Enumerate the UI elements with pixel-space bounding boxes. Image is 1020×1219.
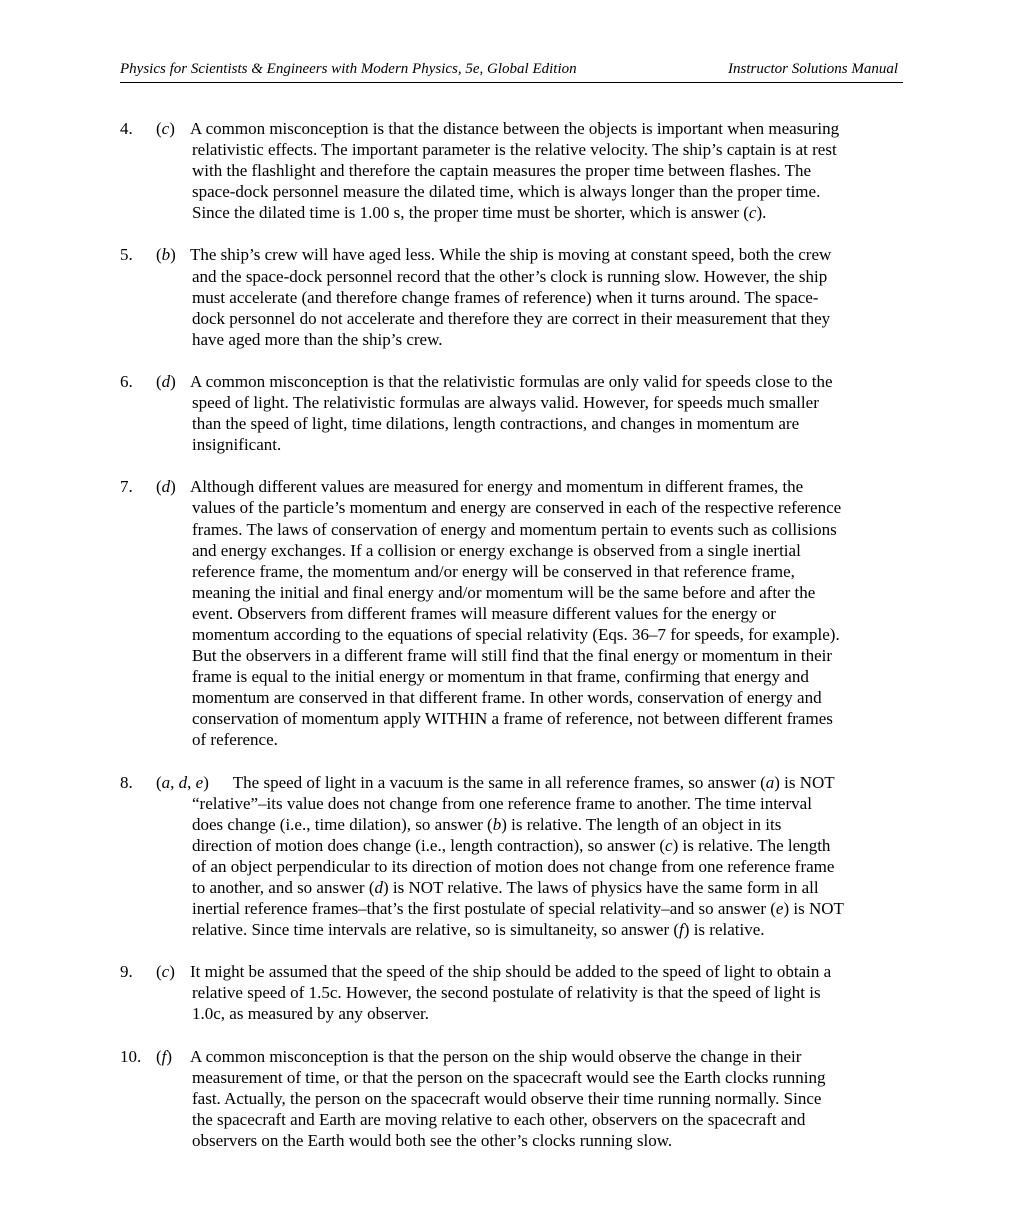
answer-choice: (c) [156, 119, 175, 138]
answer-text-line: A common misconception is that the relativistic formulas are only valid for speeds close to the [190, 371, 833, 391]
answer-text-line: A common misconception is that the person on the ship would observe the change in their [190, 1046, 802, 1066]
answer-number: 4. [120, 119, 133, 138]
answer-text-line: relative speed of 1.5c. However, the second postulate of relativity is that the speed of light is [192, 983, 821, 1003]
answer-text-line: reference frame, the momentum and/or energy will be conserved in that reference frame, [192, 561, 795, 581]
answer-text-line: 1.0c, as measured by any observer. [192, 1004, 429, 1024]
answer-choice: (d) [156, 371, 176, 391]
answer-text-line: have aged more than the ship’s crew. [192, 329, 443, 349]
answer-text-line: space-dock personnel measure the dilated time, which is always longer than the proper time. [192, 182, 821, 202]
answer-text-line: “relative”–its value does not change from one reference frame to another. The time interval [192, 793, 812, 813]
answer-item [120, 118, 910, 223]
answer-text-line: momentum according to the equations of special relativity (Eqs. 36–7 for speeds, for example). [192, 624, 840, 644]
page-header [120, 60, 903, 83]
answer-text-line: conservation of momentum apply WITHIN a frame of reference, not between different frames [192, 709, 833, 729]
answer-text-line: the spacecraft and Earth are moving relative to each other, observers on the spacecraft and [192, 1109, 806, 1129]
answer-item [120, 476, 910, 750]
book-title: Physics for Scientists & Engineers with Modern Physics, 5e, Global Edition [120, 61, 577, 77]
answer-text-line: and energy exchanges. If a collision or energy exchange is observed from a single inertial [192, 540, 801, 560]
answer-text-line: of an object perpendicular to its direction of motion does not change from one reference frame [192, 856, 835, 876]
answer-number: 7. [120, 477, 133, 497]
answer-number: 9. [120, 962, 133, 982]
answer-text-line: with the flashlight and therefore the captain measures the proper time between flashes. The [192, 161, 812, 181]
answer-text-line: speed of light. The relativistic formulas are always valid. However, for speeds much smaller [192, 393, 819, 413]
answer-text-line: relativistic effects. The important parameter is the relative velocity. The ship’s captain is at rest [192, 140, 837, 160]
answer-text-line: frames. The laws of conservation of energy and momentum pertain to events such as collisions [192, 519, 837, 539]
answer-text-line: direction of motion does change (i.e., length contraction), so answer (c) is relative. The length [192, 835, 831, 855]
answer-number: 8. [120, 772, 133, 792]
answer-text-line: The speed of light in a vacuum is the same in all reference frames, so answer (a) is NOT [232, 772, 835, 792]
answer-text-line: meaning the initial and final energy and/or momentum will be the same before and after the [192, 582, 816, 602]
answer-text-line: inertial reference frames–that’s the first postulate of special relativity–and so answer (e) is NOT [192, 899, 844, 919]
answer-text-line: insignificant. [192, 435, 282, 455]
answer-choice: (c) [156, 962, 175, 982]
answer-choice: (a, d, e) [156, 772, 209, 792]
answer-text-line: event. Observers from different frames will measure different values for the energy or [192, 603, 776, 623]
answer-text-line: than the speed of light, time dilations, length contractions, and changes in momentum are [192, 414, 800, 434]
answer-text-line: to another, and so answer (d) is NOT relative. The laws of physics have the same form in all [192, 878, 819, 897]
answer-number: 6. [120, 371, 133, 391]
answer-text-line: relative. Since time intervals are relative, so is simultaneity, so answer (f) is relative. [192, 920, 765, 940]
answer-text-line: measurement of time, or that the person on the spacecraft would see the Earth clocks running [192, 1067, 826, 1087]
answer-text-line: and the space-dock personnel record that the other’s clock is running slow. However, the ship [192, 266, 828, 286]
answer-text-line: The ship’s crew will have aged less. While the ship is moving at constant speed, both the crew [190, 245, 832, 265]
answer-text-line: But the observers in a different frame will still find that the final energy or momentum in their [192, 646, 833, 666]
answer-text-line: of reference. [192, 730, 278, 750]
answer-text-line: It might be assumed that the speed of the ship should be added to the speed of light to obtain a [190, 962, 832, 982]
manual-title: Instructor Solutions Manual [727, 61, 898, 77]
answer-text-line: A common misconception is that the distance between the objects is important when measuring [190, 119, 840, 138]
answer-item [120, 772, 910, 941]
answer-text-line: dock personnel do not accelerate and therefore they are correct in their measurement that they [192, 308, 831, 328]
answer-item [120, 244, 910, 349]
answer-text-line: does change (i.e., time dilation), so answer (b) is relative. The length of an object in its [192, 814, 782, 834]
answer-item [120, 961, 910, 1024]
answer-text-line: Since the dilated time is 1.00 s, the proper time must be shorter, which is answer (c). [192, 203, 767, 223]
answer-text-line: must accelerate (and therefore change frames of reference) when it turns around. The space- [192, 287, 819, 307]
answer-choice: (f) [156, 1046, 173, 1066]
answer-text-line: values of the particle’s momentum and energy are conserved in each of the respective reference [192, 498, 842, 518]
answer-text-line: Although different values are measured for energy and momentum in different frames, the [190, 477, 804, 497]
answer-item [120, 371, 910, 455]
answer-text-line: frame is equal to the initial energy or momentum in that frame, confirming that energy and [192, 667, 809, 687]
answer-text-line: momentum are conserved in that different frame. In other words, conservation of energy and [192, 688, 822, 708]
answer-choice: (d) [156, 477, 176, 497]
answer-text-line: observers on the Earth would both see the other’s clocks running slow. [192, 1130, 673, 1150]
answer-choice: (b) [156, 245, 176, 265]
answer-number: 10. [120, 1046, 142, 1066]
answer-item [120, 1046, 910, 1151]
answer-text-line: fast. Actually, the person on the spacecraft would observe their time running normally. Since [192, 1088, 822, 1108]
answer-number: 5. [120, 245, 133, 265]
answer-list [120, 118, 910, 1172]
